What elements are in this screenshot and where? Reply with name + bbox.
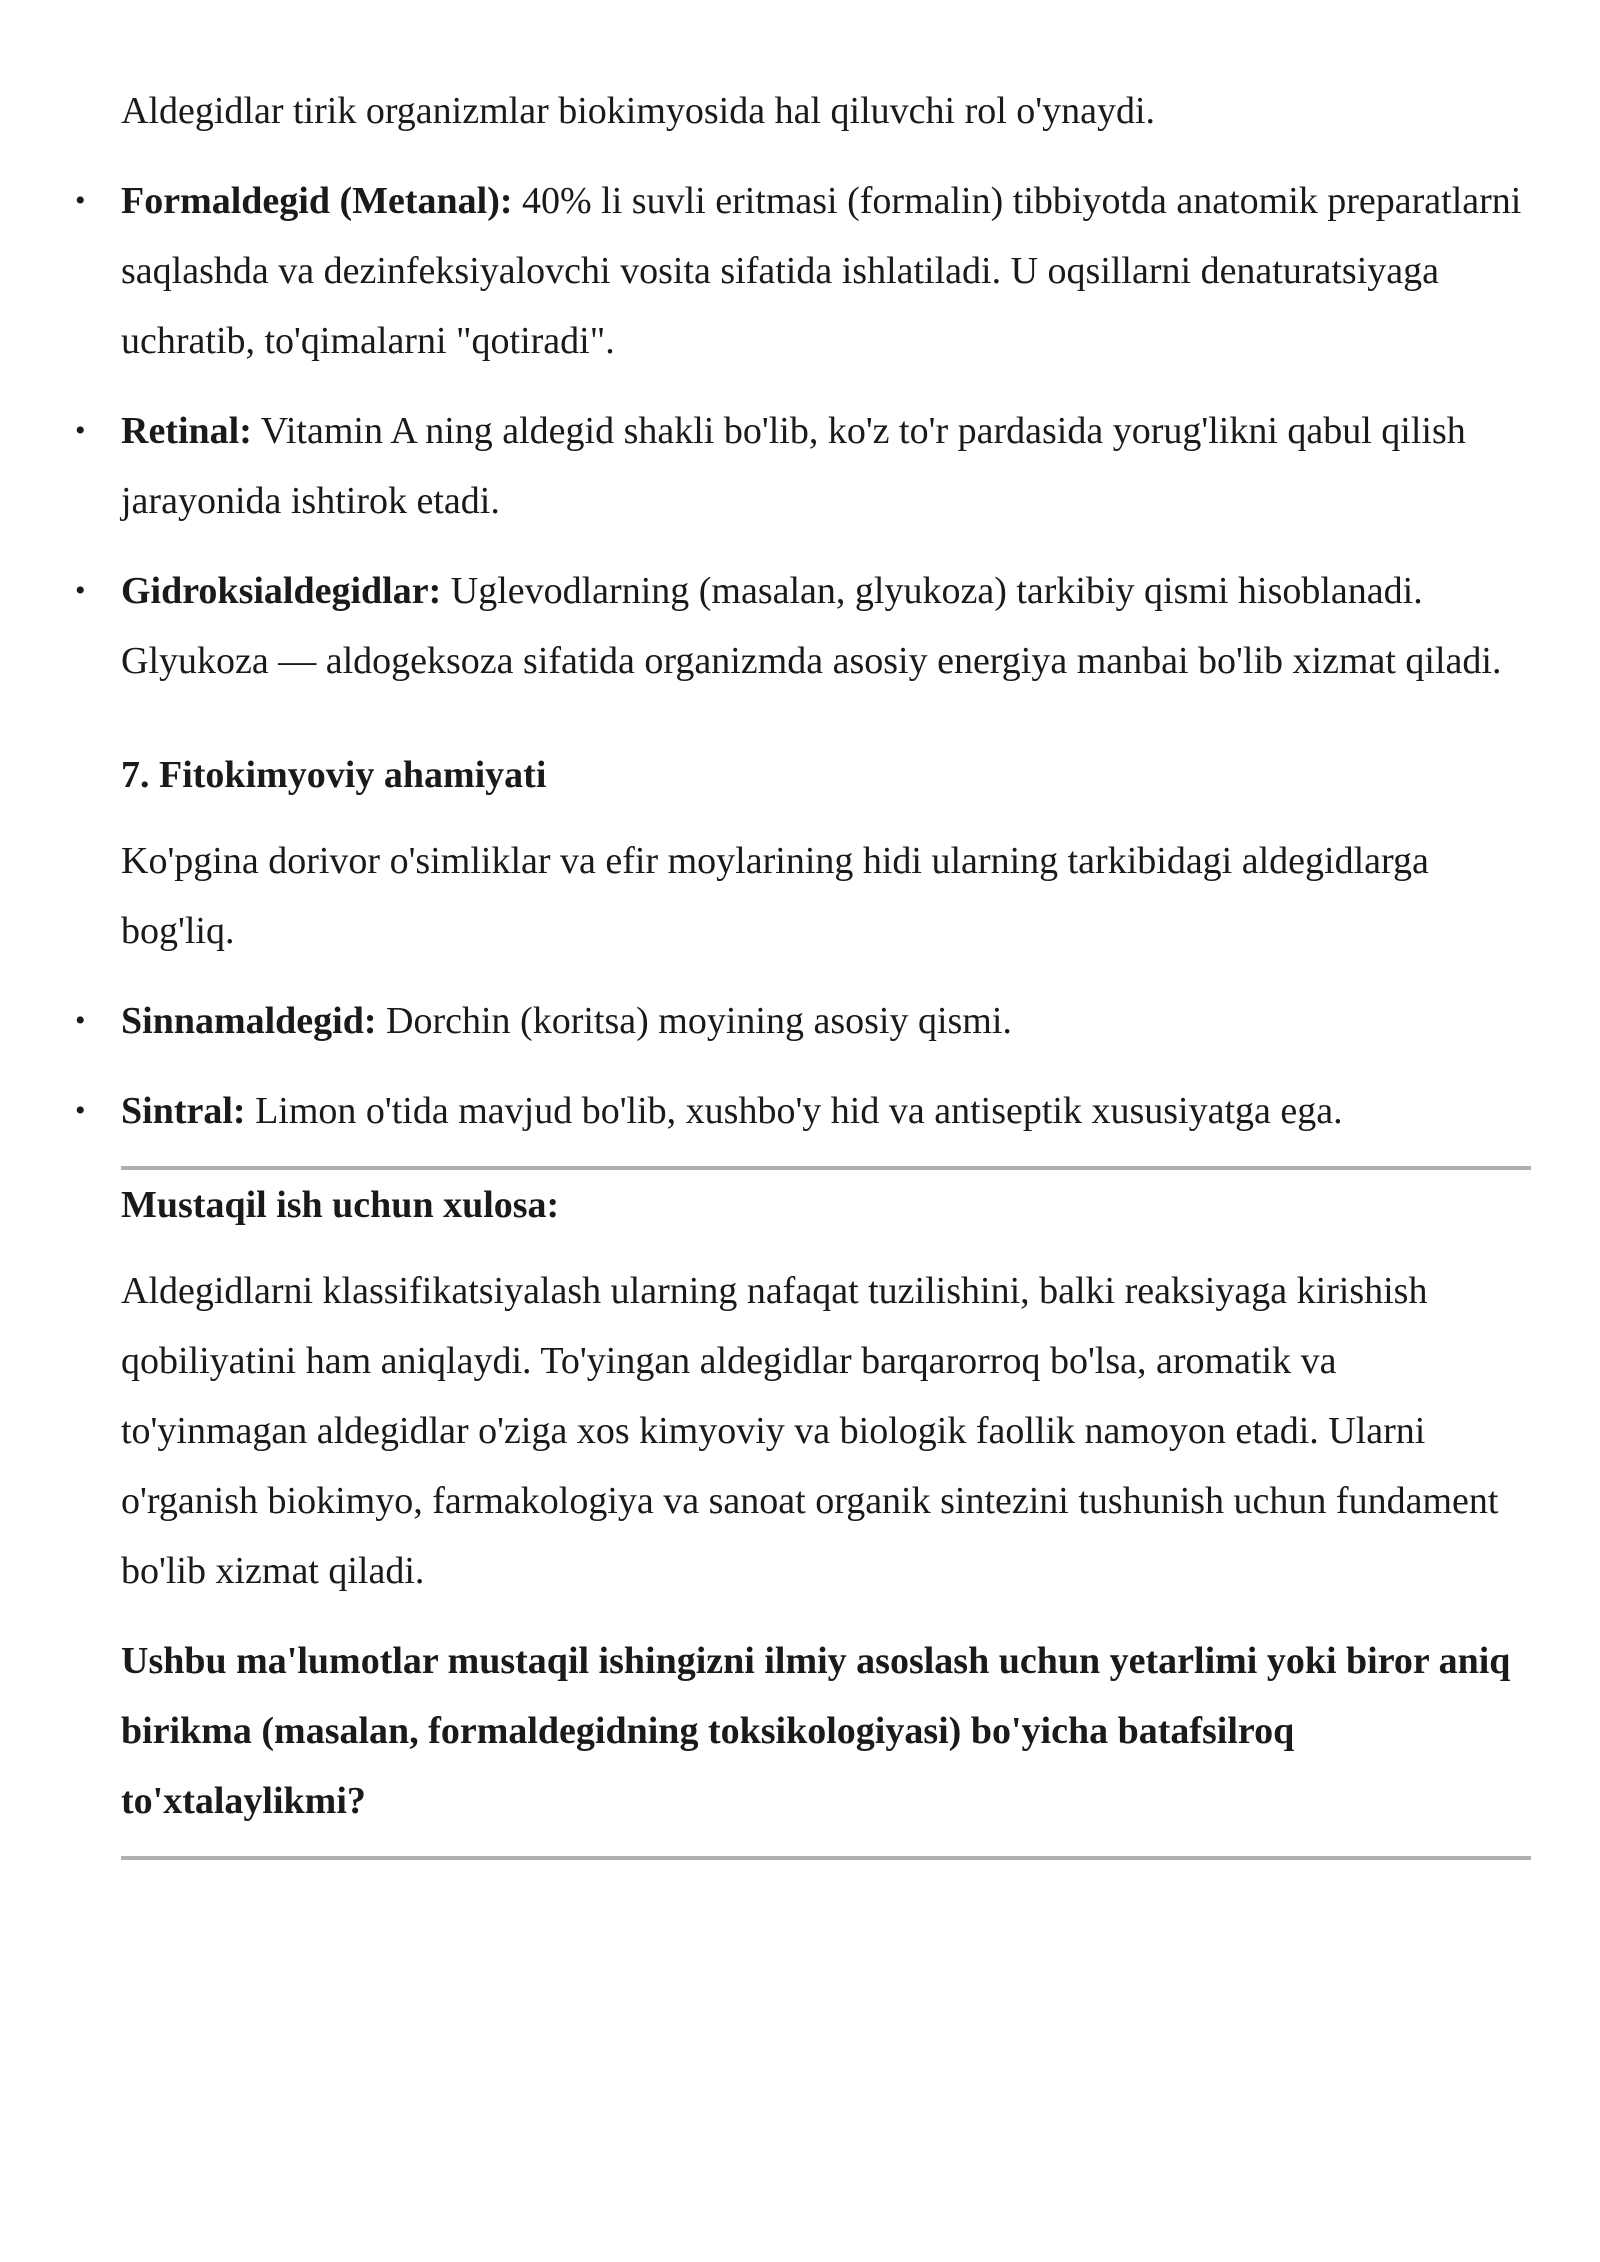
list-item-hydroxyaldehydes [75, 556, 1531, 696]
bullet-icon: • [75, 414, 86, 447]
list-item-formaldehyde [75, 166, 1531, 376]
follow-up-question: Ushbu ma'lumotlar mustaqil ishingizni ilmiy asoslash uchun yetarlimi yoki biror aniq birikma (masalan, formaldegidning toksikologiyasi) bo'yicha batafsilroq to'xtalaylikmi? [121, 1640, 1511, 1822]
bullet-icon: • [75, 1094, 86, 1127]
horizontal-divider [121, 1856, 1531, 1860]
term-citral: Sintral: [121, 1090, 246, 1132]
summary-paragraph: Aldegidlarni klassifikatsiyalash ularning nafaqat tuzilishini, balki reaksiyaga kirishish qobiliyatini ham aniqlaydi. To'yingan aldegidlar barqarorroq bo'lsa, aromatik va to'yinmagan aldegidlar o'ziga xos kimyoviy va biologik faollik namoyon etadi. Ularni o'rganish biokimyo, farmakologiya va sanoat organik sintezini tushunish uchun fundament bo'lib xizmat qiladi. [121, 1270, 1499, 1592]
summary-heading: Mustaqil ish uchun xulosa: [121, 1184, 560, 1226]
phytochemical-list [75, 986, 1531, 1146]
intro-paragraph: Aldegidlar tirik organizmlar biokimyosida hal qiluvchi rol o'ynaydi. [121, 90, 1156, 132]
section-intro-paragraph: Ko'pgina dorivor o'simliklar va efir moylarining hidi ularning tarkibidagi aldegidlarga bog'liq. [121, 840, 1429, 952]
document-page [75, 76, 1531, 1860]
bullet-icon: • [75, 184, 86, 217]
term-retinal: Retinal: [121, 410, 252, 452]
description-retinal: Vitamin A ning aldegid shakli bo'lib, ko'z to'r pardasida yorug'likni qabul qilish jarayonida ishtirok etadi. [121, 410, 1466, 522]
description-hydroxyaldehydes: Uglevodlarning (masalan, glyukoza) tarkibiy qismi hisoblanadi. Glyukoza — aldogeksoza sifatida organizmda asosiy energiya manbai bo'lib xizmat qiladi. [121, 570, 1502, 682]
description-citral: Limon o'tida mavjud bo'lib, xushbo'y hid va antiseptik xususiyatga ega. [245, 1090, 1343, 1132]
bullet-icon: • [75, 574, 86, 607]
term-cinnamaldehyde: Sinnamaldegid: [121, 1000, 377, 1042]
description-formaldehyde: 40% li suvli eritmasi (formalin) tibbiyotda anatomik preparatlarni saqlashda va dezinfeksiyalovchi vosita sifatida ishlatiladi. U oqsillarni denaturatsiyaga uchratib, to'qimalarni "qotiradi". [121, 180, 1522, 362]
biological-aldehydes-list [75, 166, 1531, 696]
list-item-cinnamaldehyde [75, 986, 1531, 1056]
list-item-retinal [75, 396, 1531, 536]
term-hydroxyaldehydes: Gidroksialdegidlar: [121, 570, 442, 612]
section-heading-phytochemical: 7. Fitokimyoviy ahamiyati [121, 754, 547, 796]
description-cinnamaldehyde: Dorchin (koritsa) moyining asosiy qismi. [376, 1000, 1012, 1042]
bullet-icon: • [75, 1004, 86, 1037]
term-formaldehyde: Formaldegid (Metanal): [121, 180, 513, 222]
list-item-citral [75, 1076, 1531, 1146]
